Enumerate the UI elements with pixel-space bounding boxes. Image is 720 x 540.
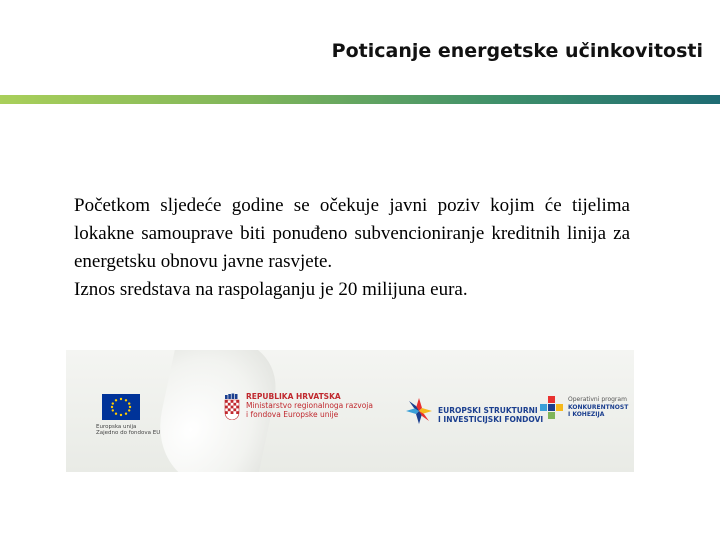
croatia-logo-line2: Ministarstvo regionalnoga razvoja <box>246 401 373 410</box>
opkk-squares-icon <box>540 396 564 420</box>
eu-logo-line1: Europska unija <box>96 424 137 430</box>
croatian-coat-of-arms-icon <box>224 392 240 420</box>
slide-title: Poticanje energetske učinkovitosti <box>331 40 703 62</box>
opkk-logo-line2: KONKURENTNOST <box>568 403 629 411</box>
esif-logo-line1: EUROPSKI STRUKTURNI <box>438 406 538 415</box>
esif-logo-line2: I INVESTICIJSKI FONDOVI <box>438 415 544 424</box>
esif-pinwheel-icon <box>404 396 434 426</box>
croatia-logo-line3: i fondova Europske unije <box>246 410 339 419</box>
body-paragraph-call: Početkom sljedeće godine se očekuje javni poziv kojim će tijelima lokakne samouprave biti ponuđeno subvencioniranje kreditnih linija za energetsku obnovu javne rasvjete. <box>74 195 630 272</box>
slide-body <box>74 192 630 304</box>
funding-logos-banner <box>66 350 634 472</box>
body-paragraph-funds: Iznos sredstava na raspolaganju je 20 milijuna eura. <box>74 279 468 300</box>
eu-logo <box>96 394 162 436</box>
title-accent-bar <box>0 95 720 104</box>
eu-flag-icon <box>102 394 140 420</box>
croatia-logo-line1: REPUBLIKA HRVATSKA <box>246 392 341 401</box>
opkk-logo-line3: I KOHEZIJA <box>568 411 605 418</box>
opkk-logo-line1: Operativni program <box>568 396 627 403</box>
eu-logo-line2: Zajedno do fondova EU <box>96 430 161 436</box>
